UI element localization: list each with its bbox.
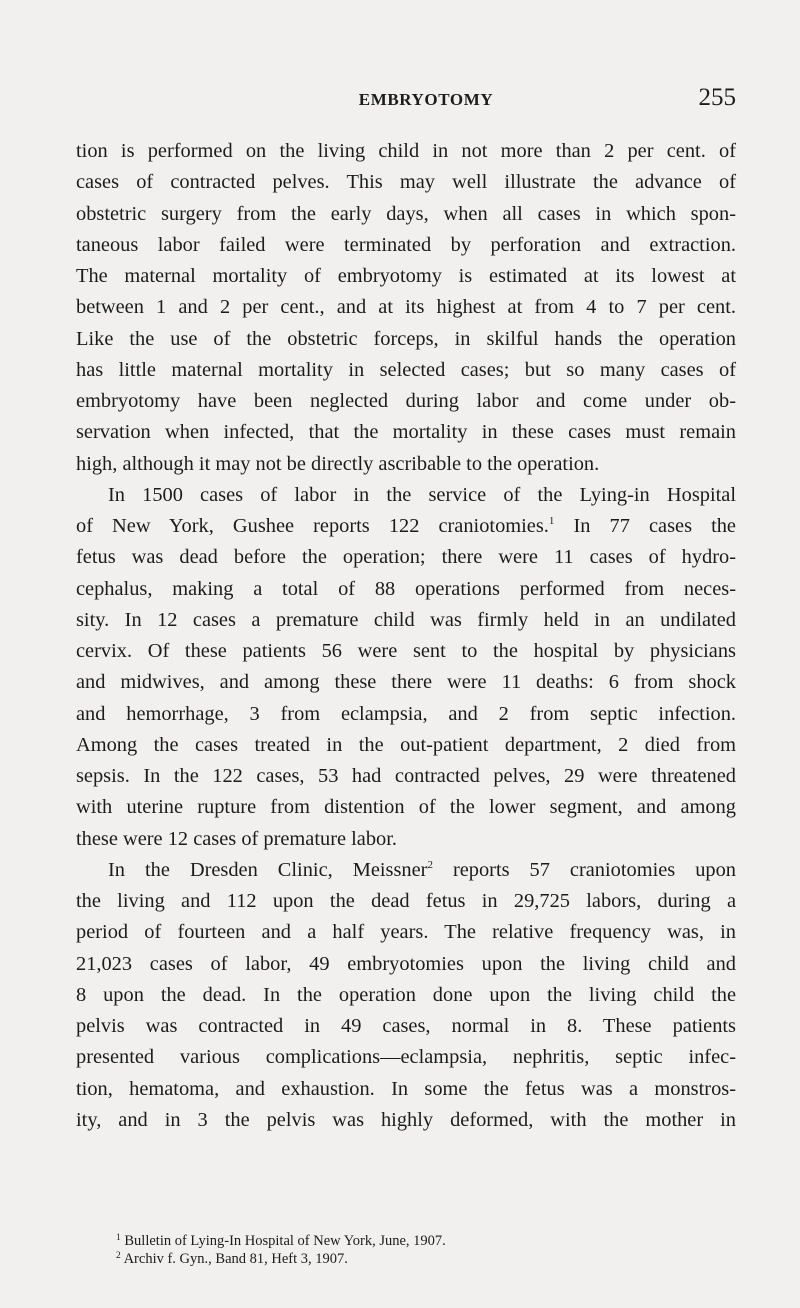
text-line: sity. In 12 cases a premature child was firmly held in an undilated [76,608,736,631]
text-line: cervix. Of these patients 56 were sent to the hospital by physicians [76,640,736,662]
text-line: sepsis. In the 122 cases, 53 had contracted pelves, 29 were threatened [76,765,736,787]
text-line: ity, and in 3 the pelvis was highly deformed, with the mother in [76,1108,736,1131]
footnote-text: Bulletin of Lying-In Hospital of New York, June, 1907. [124,1233,446,1249]
text-line: cases of contracted pelves. This may well illustrate the advance of [76,171,736,194]
text-segment: In the Dresden Clinic, Meissner [108,858,428,881]
footnote-1 [116,1232,736,1250]
text-line: tion is performed on the living child in not more than 2 per cent. of [76,140,736,162]
footnote-ref-1: 1 [548,515,555,527]
footnote-text: Archiv f. Gyn., Band 81, Heft 3, 1907. [123,1251,348,1267]
text-line: between 1 and 2 per cent., and at its highest at from 4 to 7 per cent. [76,296,736,319]
running-head-title: EMBRYOTOMY [358,90,494,109]
footnote-ref-2: 2 [427,858,433,871]
text-line: Among the cases treated in the out-patient department, 2 died from [76,733,736,756]
text-line: fetus was dead before the operation; there were 11 cases of hydro- [76,546,736,569]
text-line: embryotomy have been neglected during labor and come under ob- [76,390,736,412]
text-line: Like the use of the obstetric forceps, in skilful hands the operation [76,327,736,350]
text-line: tion, hematoma, and exhaustion. In some the fetus was a monstros- [76,1077,736,1100]
text-line: pelvis was contracted in 49 cases, normal in 8. These patients [76,1015,736,1037]
footnote-marker: 1 [116,1233,121,1243]
footnotes [116,1232,736,1268]
text-line: period of fourteen and a half years. The relative frequency was, in [76,921,736,944]
paragraph-start-line [76,855,736,886]
text-line: 8 upon the dead. In the operation done upon the living child the [76,983,736,1006]
running-head [76,84,736,120]
page-number: 255 [698,84,736,111]
text-line: has little maternal mortality in selected cases; but so many cases of [76,358,736,381]
text-line: high, although it may not be directly ascribable to the operation. [76,452,600,475]
text-segment: of New York, Gushee reports 122 craniotomies. [76,515,549,537]
text-line: obstetric surgery from the early days, when all cases in which spon- [76,202,736,225]
text-segment: reports 57 craniotomies upon [452,858,736,881]
text-line: The maternal mortality of embryotomy is estimated at its lowest at [76,265,736,287]
text-line: with uterine rupture from distention of the lower segment, and among [76,796,736,819]
text-line: cephalus, making a total of 88 operations performed from neces- [76,577,736,600]
text-segment: In 77 cases the [573,515,736,537]
text-line: presented various complications—eclampsia, nephritis, septic infec- [76,1046,736,1069]
text-line: taneous labor failed were terminated by perforation and extraction. [76,233,736,256]
footnote-marker: 2 [116,1251,121,1261]
text-line: the living and 112 upon the dead fetus in 29,725 labors, during a [76,890,736,912]
body-text [76,136,736,1136]
text-line: 21,023 cases of labor, 49 embryotomies upon the living child and [76,952,736,975]
text-line: and hemorrhage, 3 from eclampsia, and 2 from septic infection. [76,702,736,725]
text-line: and midwives, and among these there were 11 deaths: 6 from shock [76,671,736,694]
text-line: servation when infected, that the mortality in these cases must remain [76,421,736,444]
text-line [76,511,736,542]
text-line: these were 12 cases of premature labor. [76,827,398,850]
footnote-2 [116,1250,736,1268]
paragraph-start-line: In 1500 cases of labor in the service of the Lying-in Hospital [108,483,736,506]
